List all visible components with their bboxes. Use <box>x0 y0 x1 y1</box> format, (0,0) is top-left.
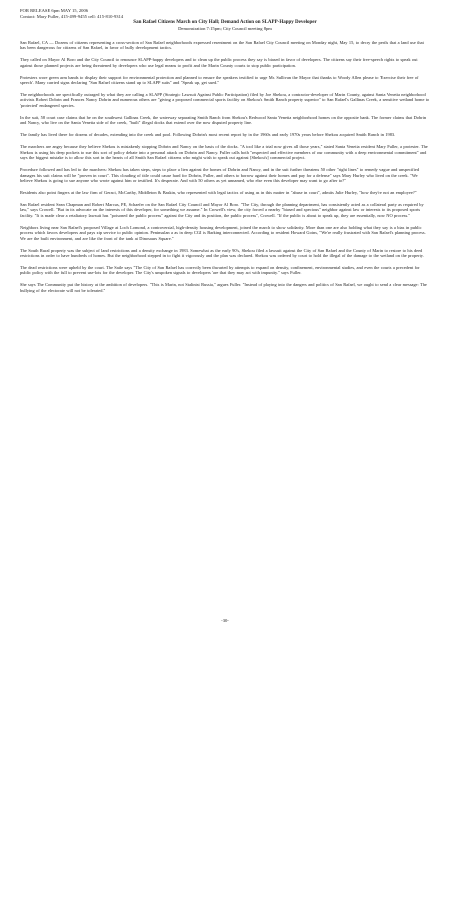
paragraph: The marchers are angry because they believe Shekou is mistakenly stopping Dobrin and Nancy on the basis of the docks. "A tool like a trial now gives all those years," stated Santa Venetia resident Mary Fuller, a protester. The Shekou is using his deep pockets to sue this sort of policy debate into a personal attack on Dobrin and Nancy. Fuller calls both "respected and effective members of our community with a deep environmental commitment" and says the biggest mistake is to allow this sort in the hearts of all Smith San Rafael citizens who might wish to speak out against [Shekou's] commercial project. <box>20 144 428 161</box>
paragraph: She says The Community put the history at the ambition of developers. "This is Marin, not Stalinist Russia," argues Fuller. "Instead of playing into the dangers and politics of San Rafael, we ought to send a clear message: The bullying of the electorate will not be tolerated." <box>20 282 427 293</box>
paragraph: The dead restrictions were upheld by the court. The Saile says "The City of San Rafael has correctly been thwarted by attempts to expand on density, confinement, environmental studies, and even the courts a precedent for public policy with the full to prevent use-lots for the developer. The City's unspoken signals to developers 'are that they may act with impunity." says Fuller. <box>20 265 420 276</box>
press-release <box>20 8 430 293</box>
paragraph: San Rafael resident Sean Chapman and Robert Marcus, PE, Schaefer on the San Rafael City Council and Mayor Al Boro. "The City, through the planning department, has consistently acted as a collateral party as required by law," says Crowell. "But in its advocate on the interests of this developer, for something we assume." In Crowell's view, the city forced a nearby "biased and specious" neighbor against law or interests to its proposed sports facility. "It is made clear a retaliatory lawsuit has "poisoned the public process" against the City and its position, the public process", Crowell. "If the public is about to speak up, they are essentially, now NO process." <box>20 201 424 218</box>
subheadline: Demonstration 7:15pm; City Council meeting 8pm <box>178 26 272 32</box>
paragraph: San Rafael, CA — Dozens of citizens representing a cross-section of San Rafael neighborhoods expressed resentment on the San Rafael City Council meeting on Monday night, May 15, to decry the perils that a land use that has been dangerous for citizens of San Rafael, in favor of bully development tactics. <box>20 39 424 51</box>
article-body <box>20 40 430 294</box>
paragraph: Residents also point fingers at the law firm of Geraci, McCarthy, Middleton & Baskin, who represented with legal tactics of using as in this matter in "abuse in court", admits Julie Hurley, "how they're not an employee?" <box>20 189 417 195</box>
paragraph: They called on Mayor Al Boro and the City Council to renounce SLAPP-happy developers and to clean up the public process they say is biased in favor of developers. The citizens say their free-speech rights to speak out against those planned projects are being threatened by developers who use legal means to profit and the Marin County courts to stop public participation. <box>20 57 418 68</box>
paragraph: In the suit, 58 court case claims that he on the southwest Gallinas Creek, the waterway separating Smith Ranch from Shekou's Redwood Santa Venetia neighborhood homes on the opposite bank. The former claims that Dobrin and Nancy, who live on the Santa Venetia side of the creek, "built" illegal docks that extend over the now disputed property line. <box>20 114 427 126</box>
paragraph: The neighborhoods are specifically outraged by what they are calling a SLAPP (Strategic Lawsuit Against Public Participation) filed by Joe Shekou, a contractor-developer of Marin County, against Santa Venetia neighborhood activists Robert Dobrin and Frances Nancy Dobrin and numerous others are "giving a proposed commercial sports facility on Shekou's Smith Ranch property superior" to San Rafael's Gallinas Creek, a sensitive wetland home to 'protected' endangered species. <box>20 92 430 108</box>
paragraph: Protesters wore green arm bands to display their support for environmental protection and planned to ensure the speakers testified to urge Mr. Sullivan the Mayor that thanks to Woody Allen please to 'Exercise their free of speech'. Many carried signs declaring "San Rafael citizens stand up to SLAPP suits" and "Speak up, get sued." <box>20 74 419 86</box>
contact-line: Contact: Mary Fuller, 415-499-9455 cell: 415-810-9314 <box>20 13 124 19</box>
paragraph: Neighbors living near San Rafael's proposed Village at Loch Lomond, a controversial, high-density housing development, joined the march to show solidarity. More than one are also holding what they say is a bias in public process which favors developers and pays zip service to public opinion. Peninsulan a as in deep CGI is Barking interconnected. According to resident Howard Goins, "We're really frustrated with San Rafael's planning process. We are the built environment, and are like the front of the tank at Dinosaurs Square." <box>20 224 426 241</box>
paragraph: Procedure followed and has led to the marchers: Shekou has taken steps, steps to place a lien against the homes of Dobrin and Nancy, and in the suit further threatens 50 other "right lines" to remedy vague and unspecified damages his suit claims will be "proven in court". This clouding of title could cause hard for Dobrin, Fuller, and others to borrow against their homes and pay for a defense" says Mary Hurley who lived on the creek. "We believe Shekou is going to sue anyone who wrote against him or testified. It's desperate. And with 50 others as yet unnamed, who else even this developer may want to go after to?" <box>20 167 420 183</box>
paragraph: The family has lived there for dozens of decades, extending into the creek and pool. Following Dobrin's most recent report by in the 1960s and early 1970s years before Shekou acquired Smith Ranch in 1983. <box>20 132 396 138</box>
headline: San Rafael Citizens March on City Hall; Demand Action on SLAPP-Happy Developer <box>133 20 317 26</box>
paragraph: The South Rural property was the subject of land restrictions and a density exchange in 1983. Somewhat as the early 90's, Shekou filed a lawsuit against the City of San Rafael and the County of Marin to restore to his deed restrictions in order to have hundreds of homes. But the neighborhood stepped in to fight it vigorously and the plan was declared. Shekou was ordered by court to hold the illegal of the damage to the wetland on the property. <box>20 247 424 259</box>
release-line: FOR RELEASE 6pm MAY 15, 2006 <box>20 8 89 13</box>
end-marker: -30- <box>221 618 229 623</box>
